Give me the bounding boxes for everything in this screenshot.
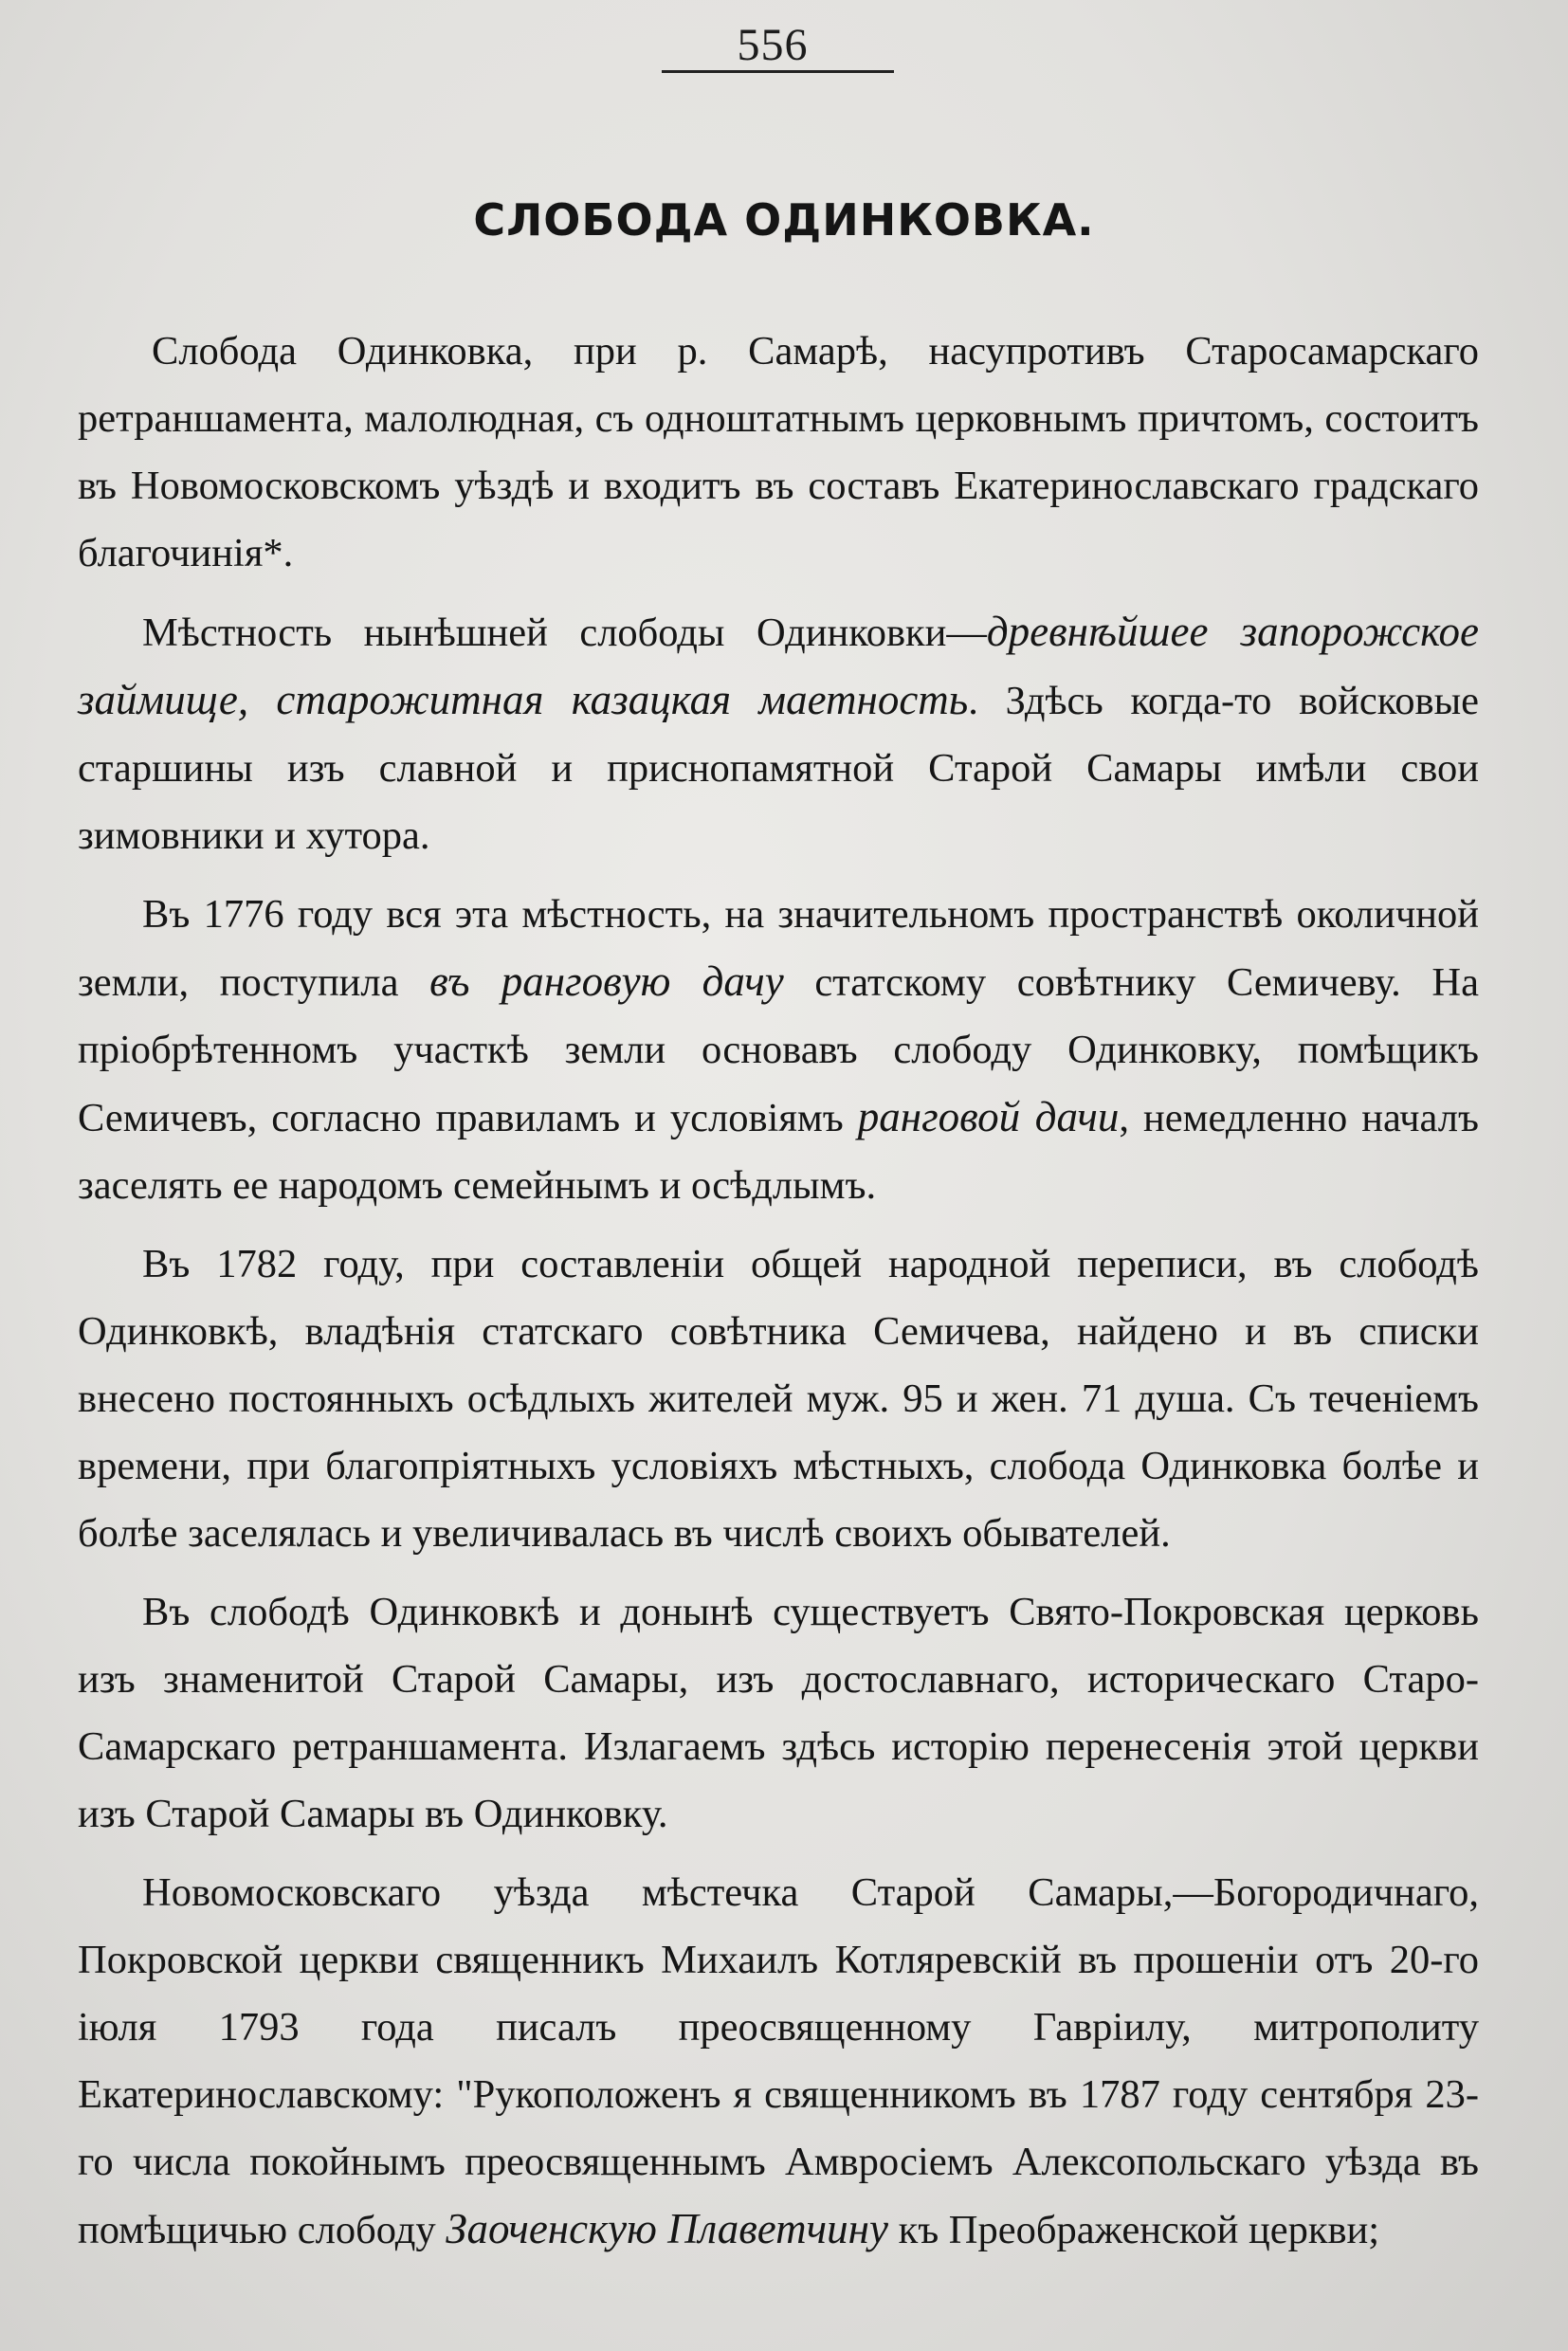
text-segment: къ Преображенской церкви; [887, 2208, 1380, 2252]
text-segment: Мѣстность нынѣшней слободы Одинковки— [142, 611, 987, 655]
italic-emphasis: ранговой дачи [857, 1093, 1120, 1140]
italic-emphasis: древнѣйшее запорожское займище, старожитная казацкая маетность [78, 608, 1479, 723]
paragraph [78, 1230, 1479, 1567]
italic-emphasis: Заоченскую Плаветчину [446, 2205, 888, 2252]
paragraph [78, 1578, 1479, 1848]
text-segment: статскому совѣтнику Семичеву. На пріобрѣтенномъ участкѣ земли основавъ слободу Одинковку, помѣщикъ Семичевъ, согласно правиламъ и условіямъ [78, 960, 1479, 1140]
paragraph [78, 881, 1479, 1219]
chapter-title: СЛОБОДА ОДИНКОВКА. [473, 194, 1095, 246]
page-number-rule [662, 70, 894, 73]
text-segment: Слобода Одинковка, при р. Самарѣ, насупротивъ Старосамарскаго ретраншамента, малолюдная, съ одноштатнымъ церковнымъ причтомъ, состоитъ въ Новомосковскомъ уѣздѣ и входитъ въ составъ Екатеринославскаго градскаго благочинія*. [78, 329, 1479, 575]
paragraph [78, 598, 1479, 869]
text-segment: . Здѣсь когда-то войсковые старшины изъ славной и приснопамятной Старой Самары имѣли свои зимовники и хутора. [78, 679, 1479, 858]
paragraph [78, 318, 1479, 587]
page-number: 556 [737, 20, 809, 70]
text-segment: , немедленно началъ заселять ее народомъ семейнымъ и осѣдлымъ. [78, 1096, 1479, 1208]
italic-emphasis: въ ранговую дачу [429, 957, 784, 1005]
text-segment: Въ 1776 году вся эта мѣстность, на значительномъ пространствѣ околичной земли, поступила [78, 892, 1479, 1005]
text-segment: Въ 1782 году, при составленіи общей народной переписи, въ слободѣ Одинковкѣ, владѣнія статскаго совѣтника Семичева, найдено и въ списки внесено постоянныхъ осѣдлыхъ жителей муж. 95 и жен. 71 душа. Съ теченіемъ времени, при благопріятныхъ условіяхъ мѣстныхъ, слобода Одинковка болѣе и болѣе заселялась и увеличивалась въ числѣ своихъ обывателей. [78, 1242, 1479, 1556]
body-text [78, 318, 1479, 2275]
text-segment: Новомосковскаго уѣзда мѣстечка Старой Самары,—Богородичнаго, Покровской церкви священникъ Михаилъ Котляревскій въ прошеніи отъ 20-го іюля 1793 года писалъ преосвященному Гавріилу, митрополиту Екатеринославскому: "Рукоположенъ я священникомъ въ 1787 году сентября 23-го числа покойнымъ преосвященнымъ Амвросіемъ Алексопольскаго уѣзда въ помѣщичью слободу [78, 1870, 1479, 2252]
text-segment: Въ слободѣ Одинковкѣ и донынѣ существуетъ Свято-Покровская церковь изъ знаменитой Старой Самары, изъ достославнаго, историческаго Старо-Самарскаго ретраншамента. Излагаемъ здѣсь исторію перенесенія этой церкви изъ Старой Самары въ Одинковку. [78, 1590, 1479, 1836]
paragraph [78, 1859, 1479, 2264]
